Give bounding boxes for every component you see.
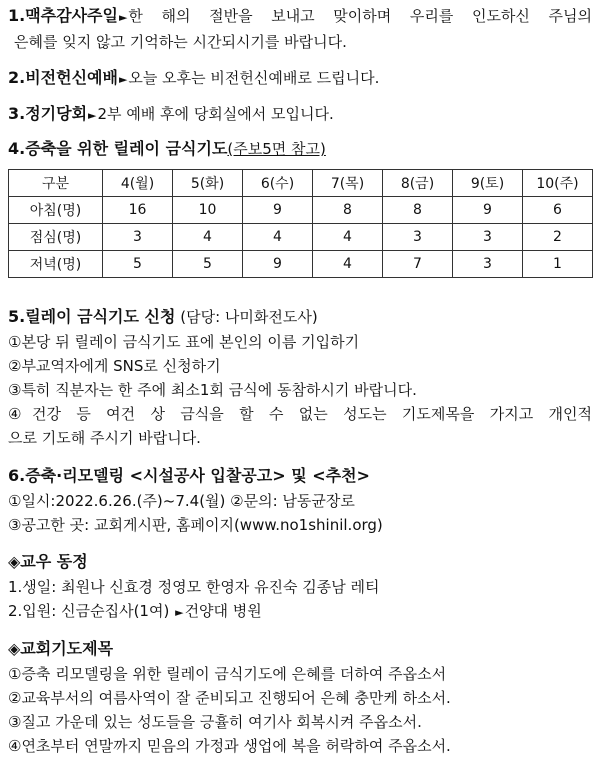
table-header-cell: 10(주): [523, 170, 593, 197]
section-3-title: 3.정기당회: [8, 104, 88, 123]
table-cell: 9: [243, 251, 313, 278]
prayer-item: ①증축 리모델링을 위한 릴레이 금식기도에 은혜를 더하여 주옵소서: [8, 665, 447, 683]
prayer-heading: [8, 638, 113, 660]
prayer-item: ④연초부터 연말까지 믿음의 가정과 생업에 복을 허락하여 주옵소서.: [8, 737, 451, 755]
arrow-icon: ►: [118, 11, 128, 24]
hospital-place: 건양대 병원: [184, 602, 262, 620]
section-4: [8, 138, 326, 160]
list-item: ①본당 뒤 릴레이 금식기도 표에 본인의 이름 기입하기: [8, 333, 360, 351]
section-1-line-1: [8, 5, 592, 29]
list-item: ④건강 등 여건 상 금식을 할 수 없는 성도는 기도제목을 가지고 개인적: [8, 405, 592, 423]
section-2: [8, 67, 379, 91]
section-1-title: 1.맥추감사주일: [8, 6, 118, 25]
table-header-cell: 5(화): [173, 170, 243, 197]
table-cell: 3: [383, 224, 453, 251]
section-6-line-2: ③공고한 곳: 교회게시판, 홈페이지(www.no1shinil.org): [8, 516, 383, 534]
prayer-title: ◈교회기도제목: [8, 639, 114, 658]
section-6-heading: [8, 465, 370, 487]
table-cell: 7: [383, 251, 453, 278]
relay-fasting-table: [8, 169, 593, 278]
section-5-heading: [8, 306, 318, 328]
table-cell: 4: [243, 224, 313, 251]
table-cell: 점심(명): [9, 224, 103, 251]
table-cell: 8: [313, 197, 383, 224]
section-5-manager: (담당: 나미화전도사): [180, 308, 318, 326]
prayer-item: ②교육부서의 여름사역이 잘 준비되고 진행되어 은혜 충만케 하소서.: [8, 689, 451, 707]
table-cell: 3: [103, 224, 173, 251]
prayer-item: ③질고 가운데 있는 성도들을 긍휼히 여기사 회복시켜 주옵소서.: [8, 713, 422, 731]
table-cell: 9: [453, 197, 523, 224]
list-item: ③특히 직분자는 한 주에 최소1회 금식에 동참하시기 바랍니다.: [8, 381, 417, 399]
arrow-icon: ►: [175, 606, 184, 619]
table-row: [9, 251, 593, 278]
section-5-title: 5.릴레이 금식기도 신청: [8, 307, 176, 326]
table-cell: 4: [173, 224, 243, 251]
arrow-icon: ►: [118, 73, 128, 86]
table-header-cell: 9(토): [453, 170, 523, 197]
table-cell: 10: [173, 197, 243, 224]
table-cell: 저녁(명): [9, 251, 103, 278]
section-1-text: 한 해의 절반을 보내고 맞이하며 우리를 인도하신 주님의: [128, 7, 592, 25]
table-cell: 1: [523, 251, 593, 278]
hospital-prefix: 2.입원: 신금순집사(1여): [8, 602, 170, 620]
table-header-cell: 6(수): [243, 170, 313, 197]
table-cell: 5: [173, 251, 243, 278]
arrow-icon: ►: [88, 109, 97, 122]
table-header-row: [9, 170, 593, 197]
table-header-cell: 구분: [9, 170, 103, 197]
section-3-text: 2부 예배 후에 당회실에서 모입니다.: [97, 105, 334, 123]
table-cell: 2: [523, 224, 593, 251]
table-cell: 8: [383, 197, 453, 224]
table-header-cell: 7(목): [313, 170, 383, 197]
section-1-line-2: 은혜를 잊지 않고 기억하는 시간되시기를 바랍니다.: [14, 33, 347, 51]
list-item: ②부교역자에게 SNS로 신청하기: [8, 357, 221, 375]
table-header-cell: 8(금): [383, 170, 453, 197]
section-4-note: (주보5면 참고): [227, 140, 326, 158]
table-cell: 4: [313, 251, 383, 278]
birthday-line: 1.생일: 최원나 신효경 정영모 한영자 유진숙 김종남 레티: [8, 578, 380, 596]
section-6-title: 6.증축·리모델링 <시설공사 입찰공고> 및 <추천>: [8, 466, 370, 485]
section-4-title: 4.증축을 위한 릴레이 금식기도: [8, 139, 228, 158]
table-cell: 4: [313, 224, 383, 251]
table-cell: 3: [453, 251, 523, 278]
section-6-line-1: ①일시:2022.6.26.(주)~7.4(월) ②문의: 남동균장로: [8, 492, 355, 510]
list-item: 으로 기도해 주시기 바랍니다.: [8, 429, 201, 447]
congregation-news-title: ◈교우 동정: [8, 552, 88, 571]
section-3: [8, 103, 334, 127]
table-cell: 16: [103, 197, 173, 224]
table-cell: 9: [243, 197, 313, 224]
table-row: [9, 224, 593, 251]
table-row: [9, 197, 593, 224]
table-cell: 5: [103, 251, 173, 278]
table-cell: 3: [453, 224, 523, 251]
section-2-title: 2.비전헌신예배: [8, 68, 118, 87]
congregation-news-heading: [8, 551, 88, 573]
table-header-cell: 4(월): [103, 170, 173, 197]
section-2-text: 오늘 오후는 비전헌신예배로 드립니다.: [128, 69, 380, 87]
table-cell: 6: [523, 197, 593, 224]
table-cell: 아침(명): [9, 197, 103, 224]
hospital-line: [8, 600, 262, 624]
